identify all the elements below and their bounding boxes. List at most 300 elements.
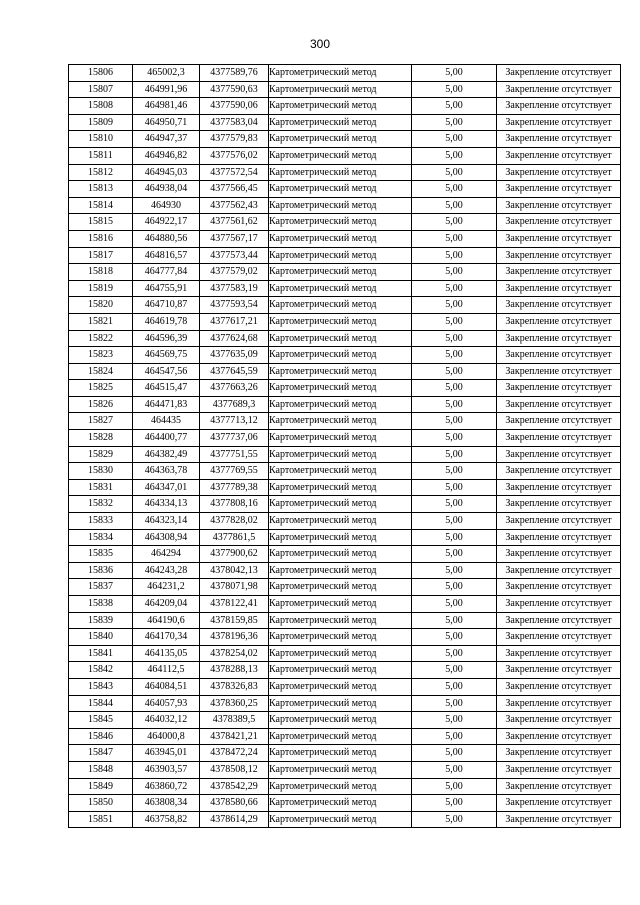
method-cell: Картометрический метод: [269, 363, 412, 380]
fixing-cell: Закрепление отсутствует: [497, 98, 621, 115]
point-number-cell: 15818: [69, 264, 133, 281]
point-number-cell: 15811: [69, 147, 133, 164]
y-coordinate-cell: 4377828,02: [200, 513, 269, 530]
method-cell: Картометрический метод: [269, 380, 412, 397]
x-coordinate-cell: 464946,82: [133, 147, 200, 164]
y-coordinate-cell: 4377561,62: [200, 214, 269, 231]
table-row: [69, 230, 621, 247]
accuracy-cell: 5,00: [412, 446, 497, 463]
x-coordinate-cell: 464112,5: [133, 662, 200, 679]
y-coordinate-cell: 4377861,5: [200, 529, 269, 546]
method-cell: Картометрический метод: [269, 313, 412, 330]
table-row: [69, 65, 621, 82]
y-coordinate-cell: 4377589,76: [200, 65, 269, 82]
x-coordinate-cell: 464000,8: [133, 728, 200, 745]
y-coordinate-cell: 4377562,43: [200, 197, 269, 214]
point-number-cell: 15841: [69, 645, 133, 662]
point-number-cell: 15843: [69, 678, 133, 695]
point-number-cell: 15830: [69, 463, 133, 480]
y-coordinate-cell: 4377617,21: [200, 313, 269, 330]
point-number-cell: 15849: [69, 778, 133, 795]
point-number-cell: 15820: [69, 297, 133, 314]
y-coordinate-cell: 4378326,83: [200, 678, 269, 695]
method-cell: Картометрический метод: [269, 778, 412, 795]
y-coordinate-cell: 4377590,63: [200, 81, 269, 98]
fixing-cell: Закрепление отсутствует: [497, 313, 621, 330]
table-row: [69, 795, 621, 812]
accuracy-cell: 5,00: [412, 712, 497, 729]
fixing-cell: Закрепление отсутствует: [497, 612, 621, 629]
x-coordinate-cell: 464938,04: [133, 181, 200, 198]
table-row: [69, 164, 621, 181]
fixing-cell: Закрепление отсутствует: [497, 629, 621, 646]
y-coordinate-cell: 4377751,55: [200, 446, 269, 463]
table-row: [69, 264, 621, 281]
y-coordinate-cell: 4378472,24: [200, 745, 269, 762]
y-coordinate-cell: 4378614,29: [200, 811, 269, 828]
fixing-cell: Закрепление отсутствует: [497, 463, 621, 480]
x-coordinate-cell: 464596,39: [133, 330, 200, 347]
point-number-cell: 15844: [69, 695, 133, 712]
method-cell: Картометрический метод: [269, 529, 412, 546]
table-row: [69, 695, 621, 712]
point-number-cell: 15810: [69, 131, 133, 148]
x-coordinate-cell: 464382,49: [133, 446, 200, 463]
fixing-cell: Закрепление отсутствует: [497, 396, 621, 413]
fixing-cell: Закрепление отсутствует: [497, 197, 621, 214]
point-number-cell: 15840: [69, 629, 133, 646]
x-coordinate-cell: 464057,93: [133, 695, 200, 712]
y-coordinate-cell: 4377583,04: [200, 114, 269, 131]
point-number-cell: 15833: [69, 513, 133, 530]
fixing-cell: Закрепление отсутствует: [497, 513, 621, 530]
method-cell: Картометрический метод: [269, 297, 412, 314]
accuracy-cell: 5,00: [412, 147, 497, 164]
method-cell: Картометрический метод: [269, 629, 412, 646]
accuracy-cell: 5,00: [412, 546, 497, 563]
point-number-cell: 15851: [69, 811, 133, 828]
table-row: [69, 147, 621, 164]
point-number-cell: 15812: [69, 164, 133, 181]
x-coordinate-cell: 463903,57: [133, 761, 200, 778]
y-coordinate-cell: 4377645,59: [200, 363, 269, 380]
point-number-cell: 15831: [69, 479, 133, 496]
fixing-cell: Закрепление отсутствует: [497, 745, 621, 762]
table-row: [69, 181, 621, 198]
y-coordinate-cell: 4377663,26: [200, 380, 269, 397]
y-coordinate-cell: 4377579,02: [200, 264, 269, 281]
accuracy-cell: 5,00: [412, 645, 497, 662]
accuracy-cell: 5,00: [412, 230, 497, 247]
point-number-cell: 15845: [69, 712, 133, 729]
table-row: [69, 745, 621, 762]
accuracy-cell: 5,00: [412, 396, 497, 413]
table-row: [69, 297, 621, 314]
y-coordinate-cell: 4377583,19: [200, 280, 269, 297]
accuracy-cell: 5,00: [412, 463, 497, 480]
point-number-cell: 15809: [69, 114, 133, 131]
point-number-cell: 15824: [69, 363, 133, 380]
fixing-cell: Закрепление отсутствует: [497, 114, 621, 131]
method-cell: Картометрический метод: [269, 479, 412, 496]
method-cell: Картометрический метод: [269, 562, 412, 579]
y-coordinate-cell: 4378389,5: [200, 712, 269, 729]
coordinates-table-body: [69, 65, 621, 828]
accuracy-cell: 5,00: [412, 795, 497, 812]
x-coordinate-cell: 465002,3: [133, 65, 200, 82]
method-cell: Картометрический метод: [269, 745, 412, 762]
point-number-cell: 15842: [69, 662, 133, 679]
y-coordinate-cell: 4378159,85: [200, 612, 269, 629]
y-coordinate-cell: 4378122,41: [200, 596, 269, 613]
y-coordinate-cell: 4378360,25: [200, 695, 269, 712]
fixing-cell: Закрепление отсутствует: [497, 546, 621, 563]
x-coordinate-cell: 464170,34: [133, 629, 200, 646]
table-row: [69, 347, 621, 364]
accuracy-cell: 5,00: [412, 579, 497, 596]
x-coordinate-cell: 464945,03: [133, 164, 200, 181]
fixing-cell: Закрепление отсутствует: [497, 579, 621, 596]
fixing-cell: Закрепление отсутствует: [497, 695, 621, 712]
method-cell: Картометрический метод: [269, 795, 412, 812]
y-coordinate-cell: 4377635,09: [200, 347, 269, 364]
point-number-cell: 15832: [69, 496, 133, 513]
fixing-cell: Закрепление отсутствует: [497, 214, 621, 231]
point-number-cell: 15829: [69, 446, 133, 463]
accuracy-cell: 5,00: [412, 280, 497, 297]
y-coordinate-cell: 4378254,02: [200, 645, 269, 662]
x-coordinate-cell: 464755,91: [133, 280, 200, 297]
y-coordinate-cell: 4378196,36: [200, 629, 269, 646]
y-coordinate-cell: 4377576,02: [200, 147, 269, 164]
x-coordinate-cell: 464710,87: [133, 297, 200, 314]
y-coordinate-cell: 4378580,66: [200, 795, 269, 812]
table-row: [69, 463, 621, 480]
method-cell: Картометрический метод: [269, 214, 412, 231]
fixing-cell: Закрепление отсутствует: [497, 662, 621, 679]
method-cell: Картометрический метод: [269, 413, 412, 430]
table-row: [69, 247, 621, 264]
y-coordinate-cell: 4378288,13: [200, 662, 269, 679]
fixing-cell: Закрепление отсутствует: [497, 795, 621, 812]
accuracy-cell: 5,00: [412, 347, 497, 364]
point-number-cell: 15826: [69, 396, 133, 413]
y-coordinate-cell: 4377572,54: [200, 164, 269, 181]
point-number-cell: 15815: [69, 214, 133, 231]
accuracy-cell: 5,00: [412, 114, 497, 131]
x-coordinate-cell: 463758,82: [133, 811, 200, 828]
y-coordinate-cell: 4377579,83: [200, 131, 269, 148]
method-cell: Картометрический метод: [269, 81, 412, 98]
point-number-cell: 15839: [69, 612, 133, 629]
method-cell: Картометрический метод: [269, 264, 412, 281]
x-coordinate-cell: 464777,84: [133, 264, 200, 281]
y-coordinate-cell: 4378042,13: [200, 562, 269, 579]
accuracy-cell: 5,00: [412, 629, 497, 646]
y-coordinate-cell: 4377590,06: [200, 98, 269, 115]
fixing-cell: Закрепление отсутствует: [497, 811, 621, 828]
method-cell: Картометрический метод: [269, 596, 412, 613]
fixing-cell: Закрепление отсутствует: [497, 430, 621, 447]
y-coordinate-cell: 4377713,12: [200, 413, 269, 430]
table-row: [69, 513, 621, 530]
x-coordinate-cell: 464032,12: [133, 712, 200, 729]
accuracy-cell: 5,00: [412, 728, 497, 745]
x-coordinate-cell: 463945,01: [133, 745, 200, 762]
y-coordinate-cell: 4378071,98: [200, 579, 269, 596]
accuracy-cell: 5,00: [412, 363, 497, 380]
x-coordinate-cell: 464323,14: [133, 513, 200, 530]
x-coordinate-cell: 464880,56: [133, 230, 200, 247]
table-row: [69, 728, 621, 745]
table-row: [69, 330, 621, 347]
accuracy-cell: 5,00: [412, 513, 497, 530]
x-coordinate-cell: 464816,57: [133, 247, 200, 264]
table-row: [69, 612, 621, 629]
method-cell: Картометрический метод: [269, 230, 412, 247]
fixing-cell: Закрепление отсутствует: [497, 181, 621, 198]
fixing-cell: Закрепление отсутствует: [497, 247, 621, 264]
x-coordinate-cell: 464308,94: [133, 529, 200, 546]
method-cell: Картометрический метод: [269, 728, 412, 745]
fixing-cell: Закрепление отсутствует: [497, 596, 621, 613]
fixing-cell: Закрепление отсутствует: [497, 761, 621, 778]
x-coordinate-cell: 464547,56: [133, 363, 200, 380]
accuracy-cell: 5,00: [412, 745, 497, 762]
fixing-cell: Закрепление отсутствует: [497, 297, 621, 314]
table-row: [69, 811, 621, 828]
fixing-cell: Закрепление отсутствует: [497, 65, 621, 82]
fixing-cell: Закрепление отсутствует: [497, 363, 621, 380]
method-cell: Картометрический метод: [269, 496, 412, 513]
accuracy-cell: 5,00: [412, 181, 497, 198]
y-coordinate-cell: 4377566,45: [200, 181, 269, 198]
y-coordinate-cell: 4377789,38: [200, 479, 269, 496]
x-coordinate-cell: 464569,75: [133, 347, 200, 364]
x-coordinate-cell: 464922,17: [133, 214, 200, 231]
table-row: [69, 562, 621, 579]
method-cell: Картометрический метод: [269, 761, 412, 778]
fixing-cell: Закрепление отсутствует: [497, 728, 621, 745]
method-cell: Картометрический метод: [269, 197, 412, 214]
coordinates-table: [68, 64, 621, 828]
table-row: [69, 446, 621, 463]
y-coordinate-cell: 4377593,54: [200, 297, 269, 314]
x-coordinate-cell: 464619,78: [133, 313, 200, 330]
fixing-cell: Закрепление отсутствует: [497, 164, 621, 181]
accuracy-cell: 5,00: [412, 65, 497, 82]
fixing-cell: Закрепление отсутствует: [497, 496, 621, 513]
x-coordinate-cell: 464334,13: [133, 496, 200, 513]
x-coordinate-cell: 464347,01: [133, 479, 200, 496]
accuracy-cell: 5,00: [412, 761, 497, 778]
accuracy-cell: 5,00: [412, 596, 497, 613]
accuracy-cell: 5,00: [412, 529, 497, 546]
table-row: [69, 645, 621, 662]
accuracy-cell: 5,00: [412, 81, 497, 98]
method-cell: Картометрический метод: [269, 247, 412, 264]
method-cell: Картометрический метод: [269, 678, 412, 695]
x-coordinate-cell: 464231,2: [133, 579, 200, 596]
table-row: [69, 678, 621, 695]
method-cell: Картометрический метод: [269, 712, 412, 729]
point-number-cell: 15834: [69, 529, 133, 546]
point-number-cell: 15823: [69, 347, 133, 364]
table-row: [69, 712, 621, 729]
y-coordinate-cell: 4377573,44: [200, 247, 269, 264]
point-number-cell: 15850: [69, 795, 133, 812]
method-cell: Картометрический метод: [269, 147, 412, 164]
method-cell: Картометрический метод: [269, 164, 412, 181]
point-number-cell: 15837: [69, 579, 133, 596]
table-row: [69, 546, 621, 563]
method-cell: Картометрический метод: [269, 330, 412, 347]
point-number-cell: 15846: [69, 728, 133, 745]
method-cell: Картометрический метод: [269, 463, 412, 480]
x-coordinate-cell: 464243,28: [133, 562, 200, 579]
page-number: 300: [309, 37, 331, 51]
table-row: [69, 761, 621, 778]
method-cell: Картометрический метод: [269, 430, 412, 447]
method-cell: Картометрический метод: [269, 546, 412, 563]
table-row: [69, 413, 621, 430]
accuracy-cell: 5,00: [412, 313, 497, 330]
table-row: [69, 98, 621, 115]
accuracy-cell: 5,00: [412, 695, 497, 712]
method-cell: Картометрический метод: [269, 396, 412, 413]
accuracy-cell: 5,00: [412, 778, 497, 795]
point-number-cell: 15813: [69, 181, 133, 198]
accuracy-cell: 5,00: [412, 496, 497, 513]
fixing-cell: Закрепление отсутствует: [497, 712, 621, 729]
method-cell: Картометрический метод: [269, 579, 412, 596]
fixing-cell: Закрепление отсутствует: [497, 645, 621, 662]
y-coordinate-cell: 4377624,68: [200, 330, 269, 347]
accuracy-cell: 5,00: [412, 678, 497, 695]
point-number-cell: 15806: [69, 65, 133, 82]
accuracy-cell: 5,00: [412, 562, 497, 579]
table-row: [69, 662, 621, 679]
x-coordinate-cell: 463860,72: [133, 778, 200, 795]
table-row: [69, 479, 621, 496]
x-coordinate-cell: 464135,05: [133, 645, 200, 662]
table-row: [69, 81, 621, 98]
point-number-cell: 15817: [69, 247, 133, 264]
y-coordinate-cell: 4377900,62: [200, 546, 269, 563]
point-number-cell: 15816: [69, 230, 133, 247]
table-row: [69, 313, 621, 330]
fixing-cell: Закрепление отсутствует: [497, 147, 621, 164]
point-number-cell: 15835: [69, 546, 133, 563]
x-coordinate-cell: 464950,71: [133, 114, 200, 131]
accuracy-cell: 5,00: [412, 413, 497, 430]
point-number-cell: 15807: [69, 81, 133, 98]
y-coordinate-cell: 4377567,17: [200, 230, 269, 247]
method-cell: Картометрический метод: [269, 645, 412, 662]
y-coordinate-cell: 4378542,29: [200, 778, 269, 795]
table-row: [69, 629, 621, 646]
method-cell: Картометрический метод: [269, 347, 412, 364]
table-row: [69, 430, 621, 447]
y-coordinate-cell: 4377769,55: [200, 463, 269, 480]
y-coordinate-cell: 4377737,06: [200, 430, 269, 447]
table-row: [69, 214, 621, 231]
point-number-cell: 15848: [69, 761, 133, 778]
point-number-cell: 15838: [69, 596, 133, 613]
accuracy-cell: 5,00: [412, 479, 497, 496]
fixing-cell: Закрепление отсутствует: [497, 479, 621, 496]
y-coordinate-cell: 4378421,21: [200, 728, 269, 745]
method-cell: Картометрический метод: [269, 513, 412, 530]
x-coordinate-cell: 464294: [133, 546, 200, 563]
table-row: [69, 579, 621, 596]
fixing-cell: Закрепление отсутствует: [497, 446, 621, 463]
method-cell: Картометрический метод: [269, 65, 412, 82]
table-row: [69, 396, 621, 413]
fixing-cell: Закрепление отсутствует: [497, 678, 621, 695]
method-cell: Картометрический метод: [269, 811, 412, 828]
x-coordinate-cell: 464084,51: [133, 678, 200, 695]
y-coordinate-cell: 4378508,12: [200, 761, 269, 778]
accuracy-cell: 5,00: [412, 164, 497, 181]
table-row: [69, 363, 621, 380]
x-coordinate-cell: 464190,6: [133, 612, 200, 629]
method-cell: Картометрический метод: [269, 612, 412, 629]
point-number-cell: 15819: [69, 280, 133, 297]
method-cell: Картометрический метод: [269, 131, 412, 148]
fixing-cell: Закрепление отсутствует: [497, 380, 621, 397]
x-coordinate-cell: 464209,04: [133, 596, 200, 613]
accuracy-cell: 5,00: [412, 214, 497, 231]
method-cell: Картометрический метод: [269, 181, 412, 198]
accuracy-cell: 5,00: [412, 131, 497, 148]
point-number-cell: 15836: [69, 562, 133, 579]
table-row: [69, 496, 621, 513]
point-number-cell: 15808: [69, 98, 133, 115]
x-coordinate-cell: 464991,96: [133, 81, 200, 98]
accuracy-cell: 5,00: [412, 297, 497, 314]
table-row: [69, 778, 621, 795]
method-cell: Картометрический метод: [269, 446, 412, 463]
fixing-cell: Закрепление отсутствует: [497, 81, 621, 98]
table-row: [69, 380, 621, 397]
accuracy-cell: 5,00: [412, 811, 497, 828]
accuracy-cell: 5,00: [412, 98, 497, 115]
fixing-cell: Закрепление отсутствует: [497, 778, 621, 795]
accuracy-cell: 5,00: [412, 612, 497, 629]
accuracy-cell: 5,00: [412, 662, 497, 679]
x-coordinate-cell: 464471,83: [133, 396, 200, 413]
accuracy-cell: 5,00: [412, 430, 497, 447]
fixing-cell: Закрепление отсутствует: [497, 280, 621, 297]
method-cell: Картометрический метод: [269, 280, 412, 297]
fixing-cell: Закрепление отсутствует: [497, 131, 621, 148]
point-number-cell: 15828: [69, 430, 133, 447]
point-number-cell: 15822: [69, 330, 133, 347]
fixing-cell: Закрепление отсутствует: [497, 347, 621, 364]
table-row: [69, 529, 621, 546]
x-coordinate-cell: 464363,78: [133, 463, 200, 480]
x-coordinate-cell: 464400,77: [133, 430, 200, 447]
fixing-cell: Закрепление отсутствует: [497, 230, 621, 247]
point-number-cell: 15825: [69, 380, 133, 397]
y-coordinate-cell: 4377808,16: [200, 496, 269, 513]
table-row: [69, 596, 621, 613]
fixing-cell: Закрепление отсутствует: [497, 562, 621, 579]
method-cell: Картометрический метод: [269, 662, 412, 679]
table-row: [69, 114, 621, 131]
fixing-cell: Закрепление отсутствует: [497, 264, 621, 281]
